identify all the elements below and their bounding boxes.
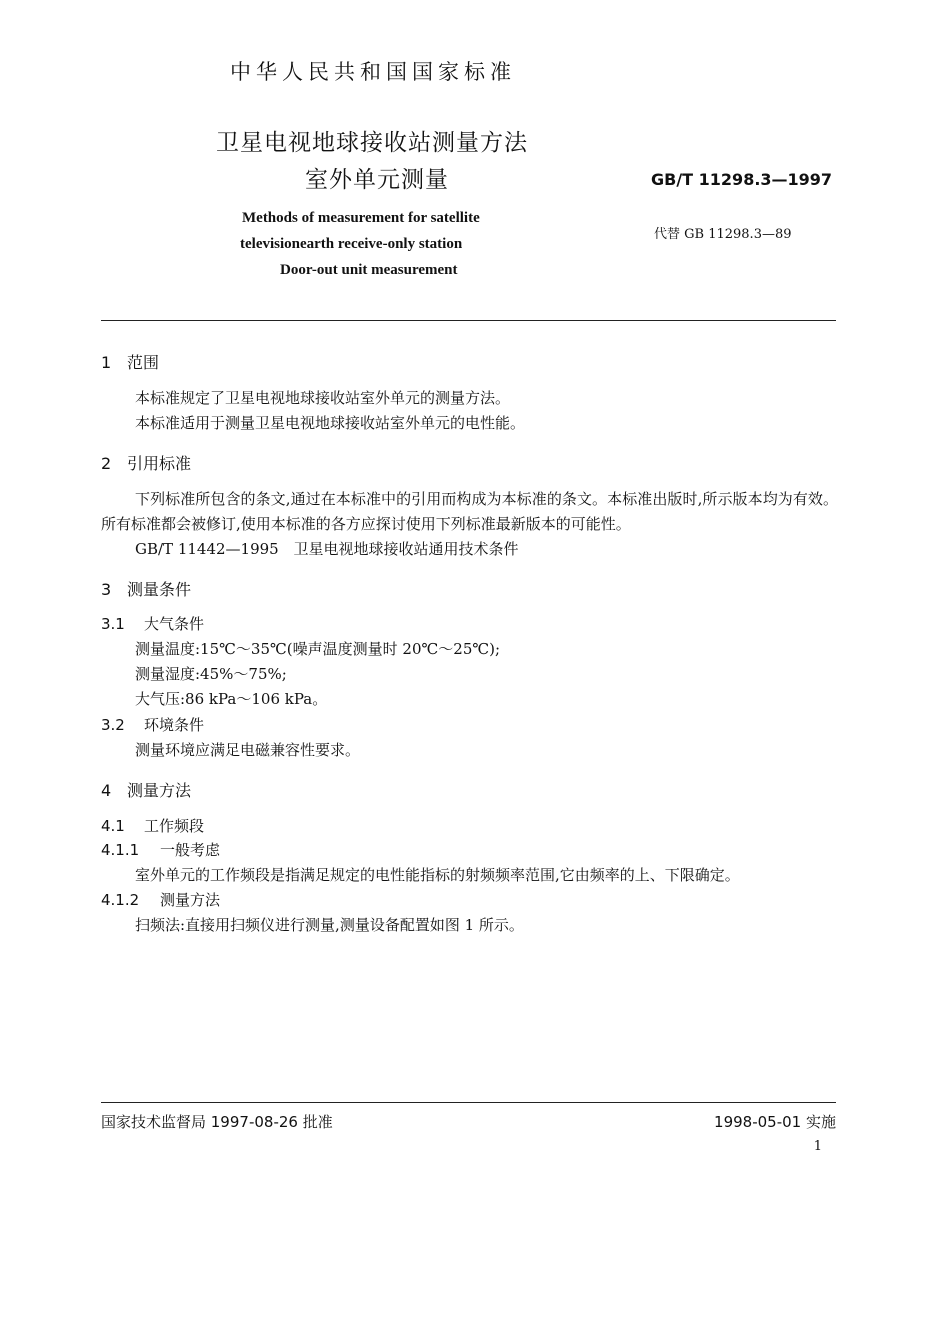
- condition-humidity: 测量湿度:45%～75%;: [135, 665, 287, 683]
- section-2-heading: [101, 451, 191, 474]
- section-4-number: 4: [101, 781, 112, 800]
- reference-title: 卫星电视地球接收站通用技术条件: [293, 540, 519, 558]
- approval-note: 国家技术监督局 1997-08-26 批准: [101, 1113, 333, 1131]
- section-3-number: 3: [101, 580, 112, 599]
- subsection-4-1-2-heading: [101, 889, 220, 910]
- section-3-title: 测量条件: [127, 580, 192, 599]
- condition-temperature: 测量温度:15℃～35℃(噪声温度测量时 20℃～25℃);: [135, 640, 501, 658]
- subsection-4-1-number: 4.1: [101, 817, 125, 835]
- subsection-4-1-1-text: 室外单元的工作频段是指满足规定的电性能指标的射频频率范围,它由频率的上、下限确定。: [135, 866, 740, 884]
- title-cn-line1: 卫星电视地球接收站测量方法: [216, 130, 528, 156]
- replaces-note: 代替 GB 11298.3—89: [654, 227, 792, 242]
- section-2-number: 2: [101, 454, 112, 473]
- section-1-paragraph-1: 本标准规定了卫星电视地球接收站室外单元的测量方法。: [135, 389, 511, 407]
- footer-divider: [101, 1102, 836, 1103]
- subsection-4-1-1-number: 4.1.1: [101, 841, 140, 859]
- subsection-4-1-2-title: 测量方法: [160, 891, 221, 909]
- subsection-3-1-number: 3.1: [101, 615, 125, 633]
- normative-reference: [135, 538, 519, 559]
- subsection-3-1-heading: [101, 613, 204, 634]
- section-1-title: 范围: [127, 353, 160, 372]
- effective-date: 1998-05-01 实施: [714, 1113, 836, 1131]
- section-3-heading: [101, 577, 191, 600]
- subsection-4-1-2-text: 扫频法:直接用扫频仪进行测量,测量设备配置如图 1 所示。: [135, 916, 524, 934]
- section-1-number: 1: [101, 353, 112, 372]
- subsection-4-1-title: 工作频段: [144, 817, 205, 835]
- section-2-paragraph: 下列标准所包含的条文,通过在本标准中的引用而构成为本标准的条文。本标准出版时,所示版本均为有效。所有标准都会被修订,使用本标准的各方应探讨使用下列标准最新版本的可能性。: [101, 490, 838, 533]
- section-1-heading: [101, 350, 159, 373]
- title-en-line3: Door-out unit measurement: [280, 262, 458, 278]
- subsection-3-2-heading: [101, 714, 204, 735]
- section-4-title: 测量方法: [127, 781, 192, 800]
- section-1-paragraph-2: 本标准适用于测量卫星电视地球接收站室外单元的电性能。: [135, 414, 526, 432]
- environment-condition: 测量环境应满足电磁兼容性要求。: [135, 741, 361, 759]
- subsection-4-1-1-title: 一般考虑: [160, 841, 221, 859]
- subsection-3-1-title: 大气条件: [144, 615, 205, 633]
- subsection-4-1-2-number: 4.1.2: [101, 891, 140, 909]
- subsection-4-1-1-heading: [101, 839, 220, 860]
- subsection-4-1-heading: [101, 815, 204, 836]
- national-standard-label: 中华人民共和国国家标准: [230, 60, 516, 84]
- section-4-heading: [101, 778, 191, 801]
- condition-pressure: 大气压:86 kPa～106 kPa。: [135, 690, 328, 708]
- subsection-3-2-title: 环境条件: [144, 716, 205, 734]
- section-2-title: 引用标准: [127, 454, 192, 473]
- title-en-line2: televisionearth receive-only station: [240, 236, 463, 252]
- page-number: 1: [813, 1139, 822, 1154]
- standard-number: GB/T 11298.3—1997: [651, 170, 833, 189]
- subsection-3-2-number: 3.2: [101, 716, 125, 734]
- title-cn-line2: 室外单元测量: [305, 167, 449, 193]
- header-divider: [101, 320, 836, 321]
- title-en-line1: Methods of measurement for satellite: [242, 210, 480, 226]
- reference-code: GB/T 11442—1995: [135, 540, 279, 558]
